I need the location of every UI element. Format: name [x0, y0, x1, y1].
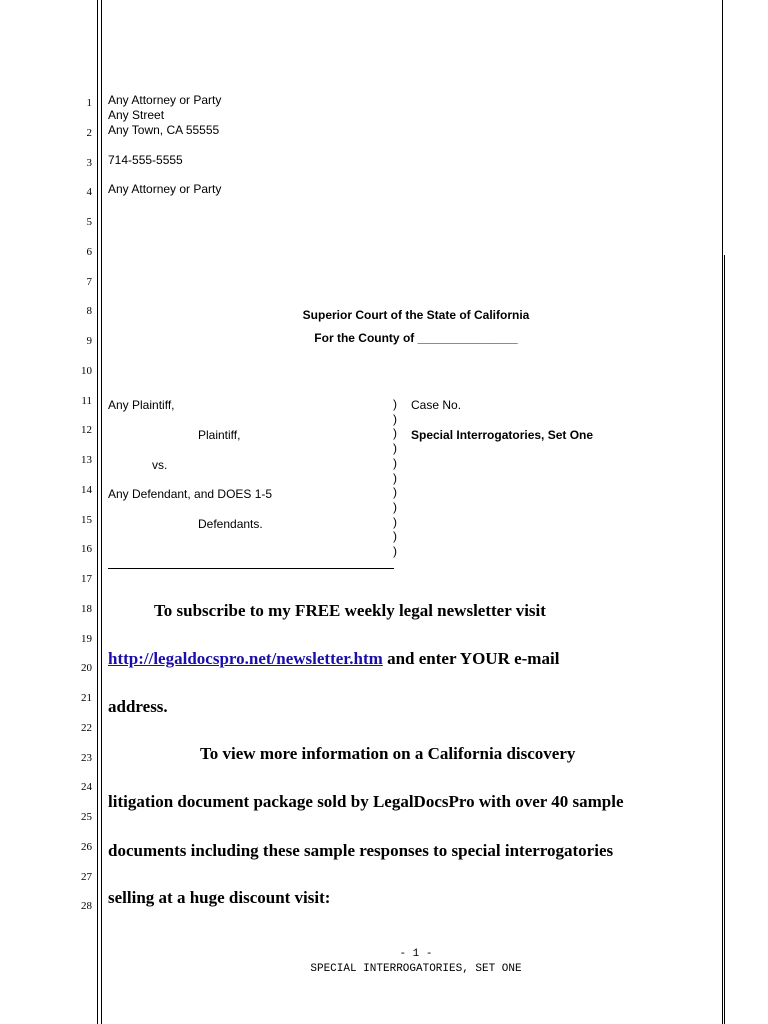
footer-doc-title: SPECIAL INTERROGATORIES, SET ONE	[310, 963, 522, 975]
line-number: 7	[86, 275, 92, 288]
line-number: 28	[81, 900, 92, 913]
attorney-phone: 714-555-5555	[108, 153, 183, 167]
caption-parentheses	[393, 397, 397, 559]
body-line-1: To subscribe to my FREE weekly legal newsletter visit	[154, 601, 546, 620]
attorney-for: Any Attorney or Party	[108, 182, 222, 196]
body-line-3: address.	[108, 697, 168, 716]
left-margin-rule-inner	[101, 0, 102, 1024]
court-county: For the County of _______________	[314, 331, 518, 345]
line-number: 2	[86, 126, 92, 139]
newsletter-link[interactable]: http://legaldocspro.net/newsletter.htm	[108, 649, 383, 668]
line-number: 22	[81, 721, 92, 734]
left-margin-rule	[97, 0, 98, 1024]
line-number: 21	[81, 692, 92, 704]
case-number-label: Case No.	[411, 398, 462, 412]
line-number: 8	[86, 305, 92, 318]
caption-paren: )	[393, 529, 397, 544]
line-number: 25	[81, 811, 92, 823]
attorney-street: Any Street	[108, 108, 165, 122]
line-number: 16	[81, 543, 92, 556]
versus-label: vs.	[152, 458, 168, 472]
body-line-2-rest: and enter YOUR e-mail	[382, 649, 560, 668]
line-number: 15	[81, 513, 92, 526]
line-number: 24	[81, 781, 92, 794]
caption-paren: )	[393, 441, 397, 456]
caption-paren: )	[393, 485, 397, 500]
body-line-2	[108, 649, 559, 669]
line-number: 9	[86, 335, 92, 347]
caption-paren: )	[393, 411, 397, 426]
caption-paren: )	[393, 397, 397, 411]
line-number: 1	[86, 97, 92, 109]
plaintiff-label: Plaintiff,	[198, 428, 241, 442]
attorney-city: Any Town, CA 55555	[108, 123, 220, 137]
body-line-6: documents including these sample responses to special interrogatories	[108, 841, 614, 860]
line-number: 20	[81, 662, 92, 675]
line-number: 14	[81, 483, 92, 496]
plaintiff-name: Any Plaintiff,	[108, 398, 175, 412]
right-margin-rule	[722, 0, 723, 1024]
line-number: 5	[86, 216, 92, 228]
line-number: 17	[81, 573, 92, 585]
line-number: 13	[81, 454, 92, 466]
line-number: 6	[86, 245, 92, 258]
line-number: 11	[81, 394, 92, 407]
body-line-5: litigation document package sold by LegalDocsPro with over 40 sample	[108, 792, 624, 811]
defendant-name: Any Defendant, and DOES 1-5	[108, 487, 273, 501]
defendant-label: Defendants.	[198, 517, 263, 531]
attorney-name: Any Attorney or Party	[108, 93, 222, 107]
caption-underline	[108, 568, 394, 569]
line-number: 19	[81, 632, 92, 645]
body-line-7: selling at a huge discount visit:	[108, 888, 331, 907]
caption-paren: )	[393, 426, 397, 441]
right-margin-rule-inner	[724, 255, 725, 1024]
footer-page-number: - 1 -	[399, 948, 433, 960]
caption-paren: )	[393, 544, 397, 559]
court-title: Superior Court of the State of California	[302, 308, 530, 322]
line-number: 10	[81, 364, 92, 377]
line-number: 27	[81, 870, 92, 883]
line-number: 12	[81, 424, 92, 437]
caption-paren: )	[393, 499, 397, 514]
line-number: 4	[86, 186, 92, 199]
caption-paren: )	[393, 470, 397, 485]
caption-paren: )	[393, 455, 397, 470]
document-title: Special Interrogatories, Set One	[411, 428, 594, 442]
line-number: 23	[81, 751, 92, 764]
body-line-4: To view more information on a California discovery	[200, 744, 576, 763]
line-number: 3	[86, 156, 92, 169]
line-number: 18	[81, 602, 92, 615]
line-number: 26	[81, 840, 92, 853]
caption-paren: )	[393, 514, 397, 529]
